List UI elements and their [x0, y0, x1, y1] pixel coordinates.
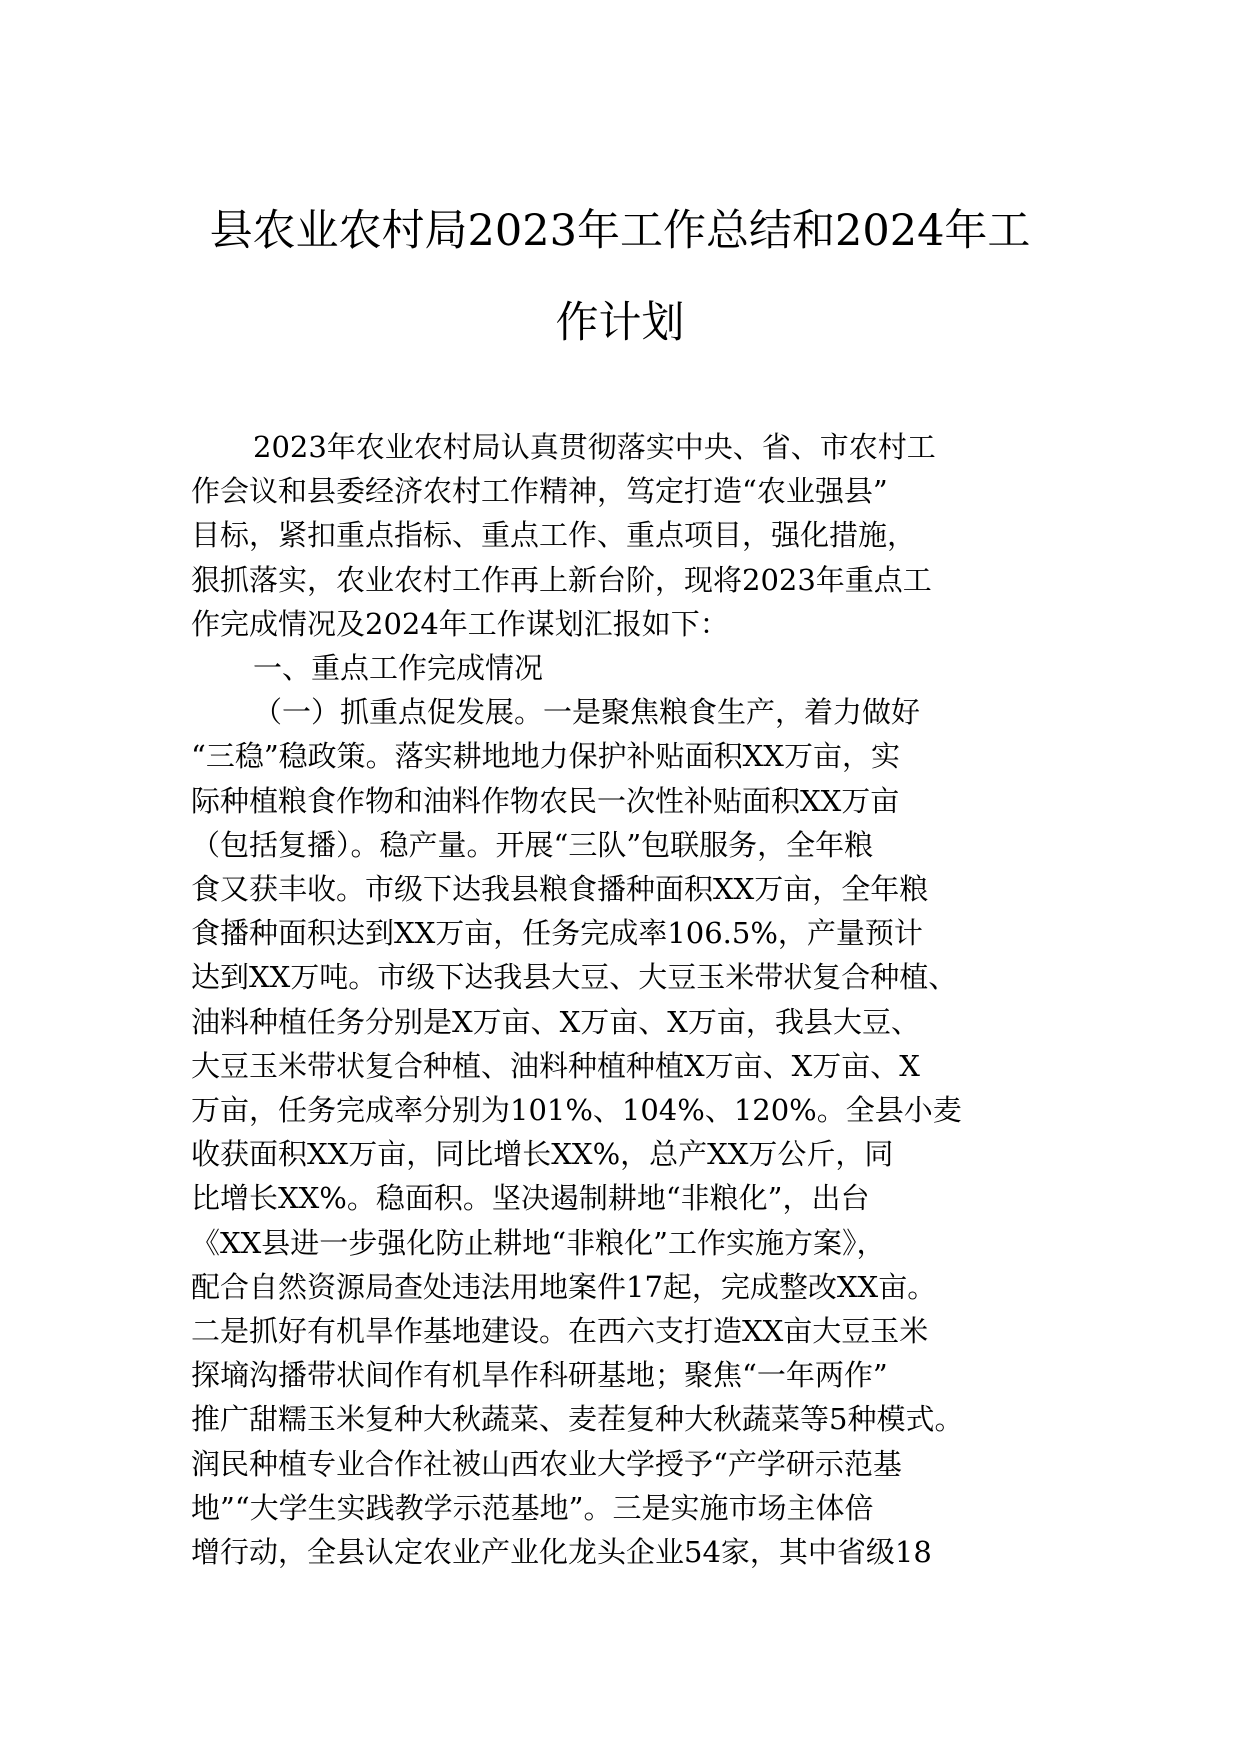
body-line: 作完成情况及2024年工作谋划汇报如下：: [191, 606, 729, 641]
body-line: 配合自然资源局查处违法用地案件17起，完成整改XX亩。: [191, 1269, 937, 1304]
body-line: 大豆玉米带状复合种植、油料种植种植X万亩、X万亩、X: [191, 1048, 920, 1083]
body-line: 地”“大学生实践教学示范基地”。三是实施市场主体倍: [191, 1490, 874, 1525]
body-line: 润民种植专业合作社被山西农业大学授予“产学研示范基: [191, 1446, 902, 1481]
body-line: 比增长XX%。稳面积。坚决遏制耕地“非粮化”，出台: [191, 1181, 870, 1216]
body-line: 作会议和县委经济农村工作精神，笃定打造“农业强县”: [191, 474, 888, 509]
body-line: 油料种植任务分别是X万亩、X万亩、X万亩，我县大豆、: [191, 1004, 920, 1039]
body-line: 《XX县进一步强化防止耕地“非粮化”工作实施方案》，: [191, 1225, 886, 1260]
body-line: 万亩，任务完成率分别为101%、104%、120%。全县小麦: [191, 1093, 962, 1128]
title-line-1: 县农业农村局2023年工作总结和2024年工: [209, 206, 1031, 256]
document-body: [191, 425, 1071, 1574]
document-title: [180, 185, 1060, 369]
body-line: 目标，紧扣重点指标、重点工作、重点项目，强化措施，: [191, 518, 917, 553]
title-line-2: 作计划: [555, 298, 685, 348]
body-line: “三稳”稳政策。落实耕地地力保护补贴面积XX万亩，实: [191, 739, 900, 774]
body-line: 2023年农业农村局认真贯彻落实中央、省、市农村工: [253, 430, 936, 464]
body-line: 狠抓落实，农业农村工作再上新台阶，现将2023年重点工: [191, 562, 932, 597]
body-line: 际种植粮食作物和油料作物农民一次性补贴面积XX万亩: [191, 783, 900, 818]
body-line: 推广甜糯玉米复种大秋蔬菜、麦茬复种大秋蔬菜等5种模式。: [191, 1402, 964, 1437]
body-line: 食又获丰收。市级下达我县粮食播种面积XX万亩，全年粮: [191, 872, 929, 907]
body-line: 达到XX万吨。市级下达我县大豆、大豆玉米带状复合种植、: [191, 960, 958, 995]
body-line: 增行动，全县认定农业产业化龙头企业54家，其中省级18: [191, 1535, 932, 1570]
body-line: 二是抓好有机旱作基地建设。在西六支打造XX亩大豆玉米: [191, 1314, 929, 1349]
body-line: 食播种面积达到XX万亩，任务完成率106.5%，产量预计: [191, 916, 923, 951]
body-line: （包括复播）。稳产量。开展“三队”包联服务，全年粮: [191, 827, 874, 862]
body-line: 探墒沟播带状间作有机旱作科研基地；聚焦“一年两作”: [191, 1358, 888, 1393]
section-heading: 一、重点工作完成情况: [253, 651, 544, 686]
body-line: （一）抓重点促发展。一是聚焦粮食生产，着力做好: [253, 695, 921, 730]
body-line: 收获面积XX万亩，同比增长XX%，总产XX万公斤，同: [191, 1137, 894, 1172]
